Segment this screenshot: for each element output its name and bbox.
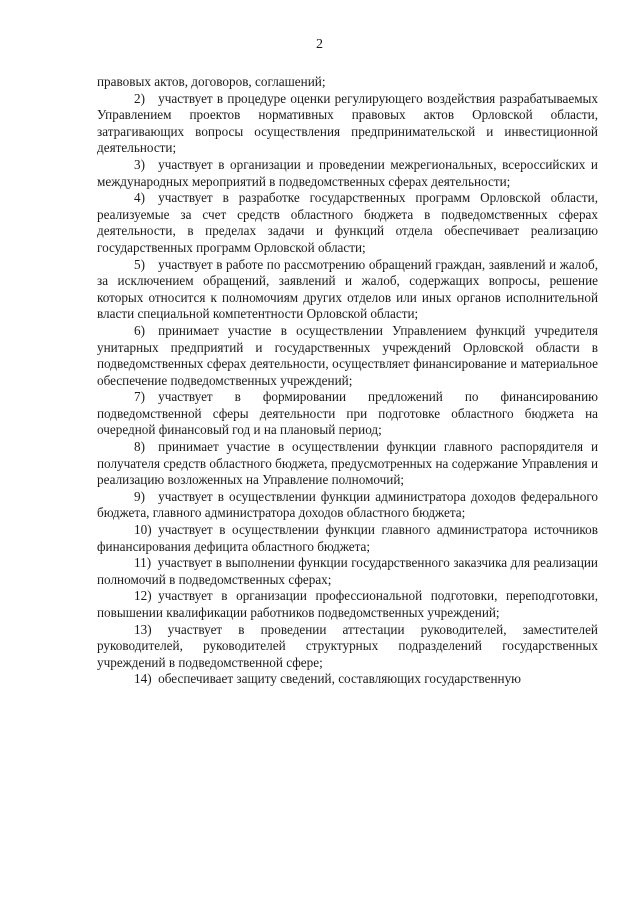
list-item-9: 9) участвует в осуществлении функции администратора доходов федерального бюджета, главного администратора доходов областного бюджета; (97, 488, 598, 521)
list-item-6: 6) принимает участие в осуществлении Управлением функций учредителя унитарных предприятий и государственных учреждений Орловской области в подведомственных сферах деятельности, осуществляет финансирование и материальное обеспечение подведомственных учреждений; (97, 322, 598, 388)
list-item-7: 7) участвует в формировании предложений по финансированию подведомственной сферы деятельности при подготовке областного бюджета на очередной финансовый год и на плановый период; (97, 389, 598, 438)
list-item-3: 3) участвует в организации и проведении межрегиональных, всероссийских и международных мероприятий в подведомственных сферах деятельности; (97, 156, 598, 189)
list-item-2: 2) участвует в процедуре оценки регулирующего воздействия разрабатываемых Управлением проектов нормативных правовых актов Орловской области, затрагивающих вопросы осуществления предпринимательской и инвестиционной деятельности; (97, 90, 598, 156)
list-item-8: 8) принимает участие в осуществлении функции главного распорядителя и получателя средств областного бюджета, предусмотренных на содержание Управления и реализацию возложенных на Управление полномочий; (97, 439, 598, 488)
list-item-13: 13) участвует в проведении аттестации руководителей, заместителей руководителей, руководителей структурных подразделений государственных учреждений в подведомственной сфере; (97, 621, 598, 670)
document-body (97, 74, 598, 688)
paragraph-continuation: правовых актов, договоров, соглашений; (97, 74, 326, 89)
list-item-4: 4) участвует в разработке государственных программ Орловской области, реализуемые за счет средств областного бюджета в подведомственных сферах деятельности, в пределах задачи и функций отдела обеспечивает реализацию государственных программ Орловской области; (97, 190, 598, 255)
list-item-10: 10) участвует в осуществлении функции главного администратора источников финансирования дефицита областного бюджета; (97, 522, 598, 554)
list-item-14: 14) обеспечивает защиту сведений, составляющих государственную (134, 671, 522, 687)
page-number: 2 (316, 37, 323, 52)
list-item-11: 11) участвует в выполнении функции государственного заказчика для реализации полномочий в подведомственных сферах; (97, 555, 598, 587)
list-item-5: 5) участвует в работе по рассмотрению обращений граждан, заявлений и жалоб, за исключением обращений, заявлений и жалоб, содержащих вопросы, решение которых относится к полномочиям других отделов или иных органов исполнительной власти специальной компетентности Орловской области; (97, 256, 598, 322)
list-item-12: 12) участвует в организации профессиональной подготовки, переподготовки, повышении квалификации работников подведомственных учреждений; (97, 588, 598, 620)
